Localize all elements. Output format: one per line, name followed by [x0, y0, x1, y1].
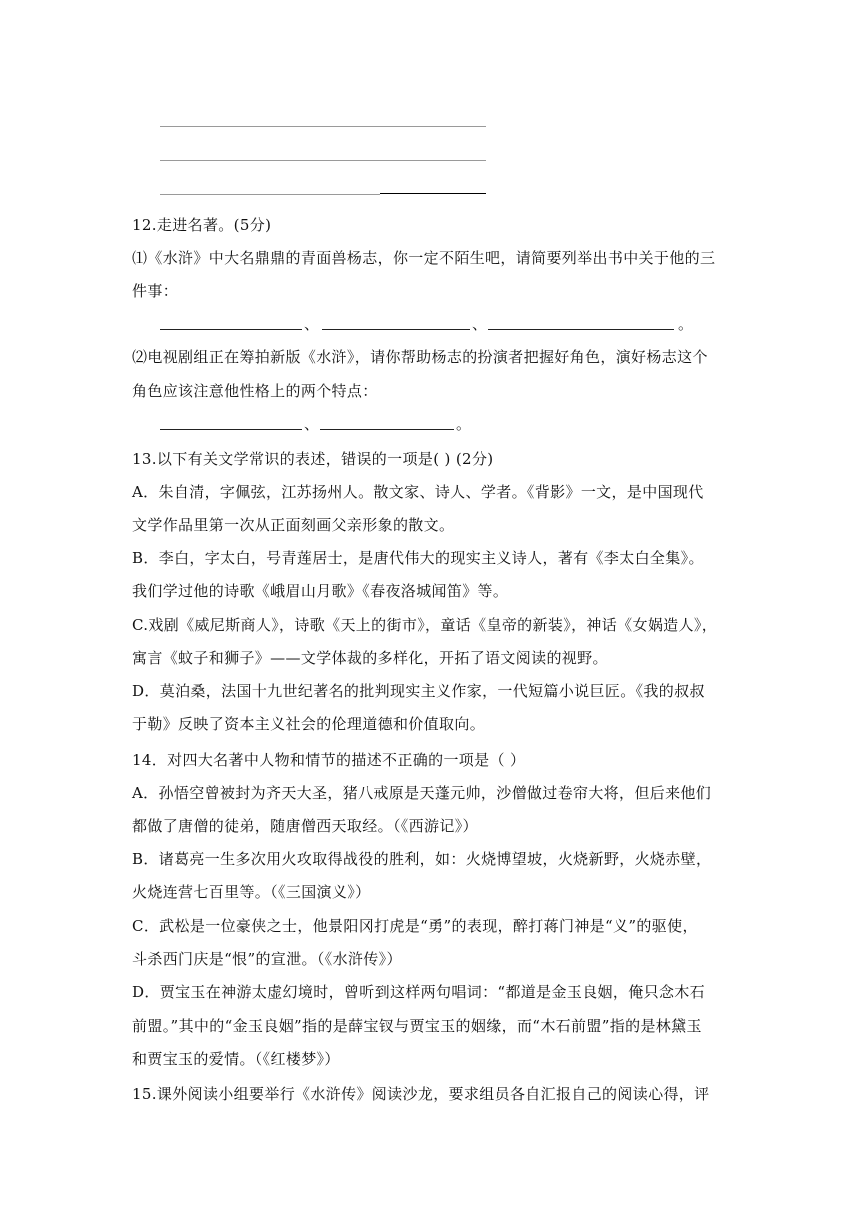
- q14-title: 14．对四大名著中人物和情节的描述不正确的一项是（ ）: [132, 751, 526, 769]
- q12-part2-line2: 角色应该注意他性格上的两个特点：: [132, 382, 378, 400]
- q12-part1-line2: 件事：: [132, 282, 179, 300]
- q12-part2-line1: ⑵电视剧组正在筹拍新版《水浒》，请你帮助杨志的扮演者把握好角色，演好杨志这个: [132, 348, 708, 366]
- q14-option-b-line2: 火烧连营七百里等。（《三国演义》）: [132, 883, 371, 901]
- q12-part1-blanks: [160, 314, 700, 334]
- q12-title: 12.走进名著。(5分): [132, 216, 272, 234]
- q13-option-c-line2: 寓言《蚊子和狮子》——文学体裁的多样化，开拓了语文阅读的视野。: [132, 649, 608, 667]
- period: 。: [678, 315, 694, 333]
- q13-option-a-line2: 文学作品里第一次从正面刻画父亲形象的散文。: [132, 516, 455, 534]
- blank-5[interactable]: [320, 429, 454, 430]
- q13-option-d-line2: 于勒》反映了资本主义社会的伦理道德和价值取向。: [132, 715, 486, 733]
- separator: 、: [304, 315, 320, 333]
- q14-option-b-line1: B．诸葛亮一生多次用火攻取得战役的胜利，如：火烧博望坡，火烧新野，火烧赤壁，: [132, 850, 712, 868]
- q13-title: 13.以下有关文学常识的表述，错误的一项是( ) (2分): [132, 450, 494, 468]
- q13-option-b-line2: 我们学过他的诗歌《峨眉山月歌》《春夜洛城闻笛》等。: [132, 582, 509, 600]
- blank-2[interactable]: [322, 329, 470, 330]
- answer-line-1: [160, 126, 486, 127]
- period: 。: [456, 415, 472, 433]
- q14-option-d-line2: 前盟。”其中的“金玉良姻”指的是薛宝钗与贾宝玉的姻缘，而“木石前盟”指的是林黛玉: [132, 1017, 702, 1035]
- blank-3[interactable]: [488, 329, 674, 330]
- q13-option-d-line1: D．莫泊桑，法国十九世纪著名的批判现实主义作家，一代短篇小说巨匠。《我的叔叔: [132, 682, 705, 700]
- blank-4[interactable]: [160, 429, 302, 430]
- answer-line-2: [160, 160, 486, 161]
- q14-option-a-line1: A．孙悟空曾被封为齐天大圣，猪八戒原是天蓬元帅，沙僧做过卷帘大将，但后来他们: [132, 784, 712, 802]
- separator: 、: [304, 415, 320, 433]
- q13-option-c-line1: C.戏剧《威尼斯商人》，诗歌《天上的街市》，童话《皇帝的新装》，神话《女娲造人》，: [132, 616, 718, 634]
- separator: 、: [472, 315, 488, 333]
- q14-option-c-line2: 斗杀西门庆是“恨”的宣泄。（《水浒传》）: [132, 950, 402, 968]
- answer-line-3a: [160, 194, 380, 195]
- q13-option-a-line1: A．朱自清，字佩弦，江苏扬州人。散文家、诗人、学者。《背影》一文，是中国现代: [132, 483, 704, 501]
- q14-option-c-line1: C．武松是一位豪侠之士，他景阳冈打虎是“勇”的表现，醉打蒋门神是“义”的驱使，: [132, 917, 698, 935]
- q14-option-d-line1: D．贾宝玉在神游太虚幻境时，曾听到这样两句唱词：“都道是金玉良姻，俺只念木石: [132, 983, 705, 1001]
- q14-option-a-line2: 都做了唐僧的徒弟，随唐僧西天取经。（《西游记》）: [132, 817, 478, 835]
- q15-line1: 15.课外阅读小组要举行《水浒传》阅读沙龙，要求组员各自汇报自己的阅读心得，评: [132, 1085, 710, 1103]
- q13-option-b-line1: B．李白，字太白，号青莲居士，是唐代伟大的现实主义诗人，著有《李太白全集》。: [132, 549, 704, 567]
- q12-part2-blanks: [160, 414, 480, 434]
- blank-1[interactable]: [160, 329, 302, 330]
- q12-part1-line1: ⑴《水浒》中大名鼎鼎的青面兽杨志，你一定不陌生吧，请简要列举出书中关于他的三: [132, 249, 716, 267]
- q14-option-d-line3: 和贾宝玉的爱情。（《红楼梦》）: [132, 1050, 340, 1068]
- answer-line-3b: [380, 193, 486, 194]
